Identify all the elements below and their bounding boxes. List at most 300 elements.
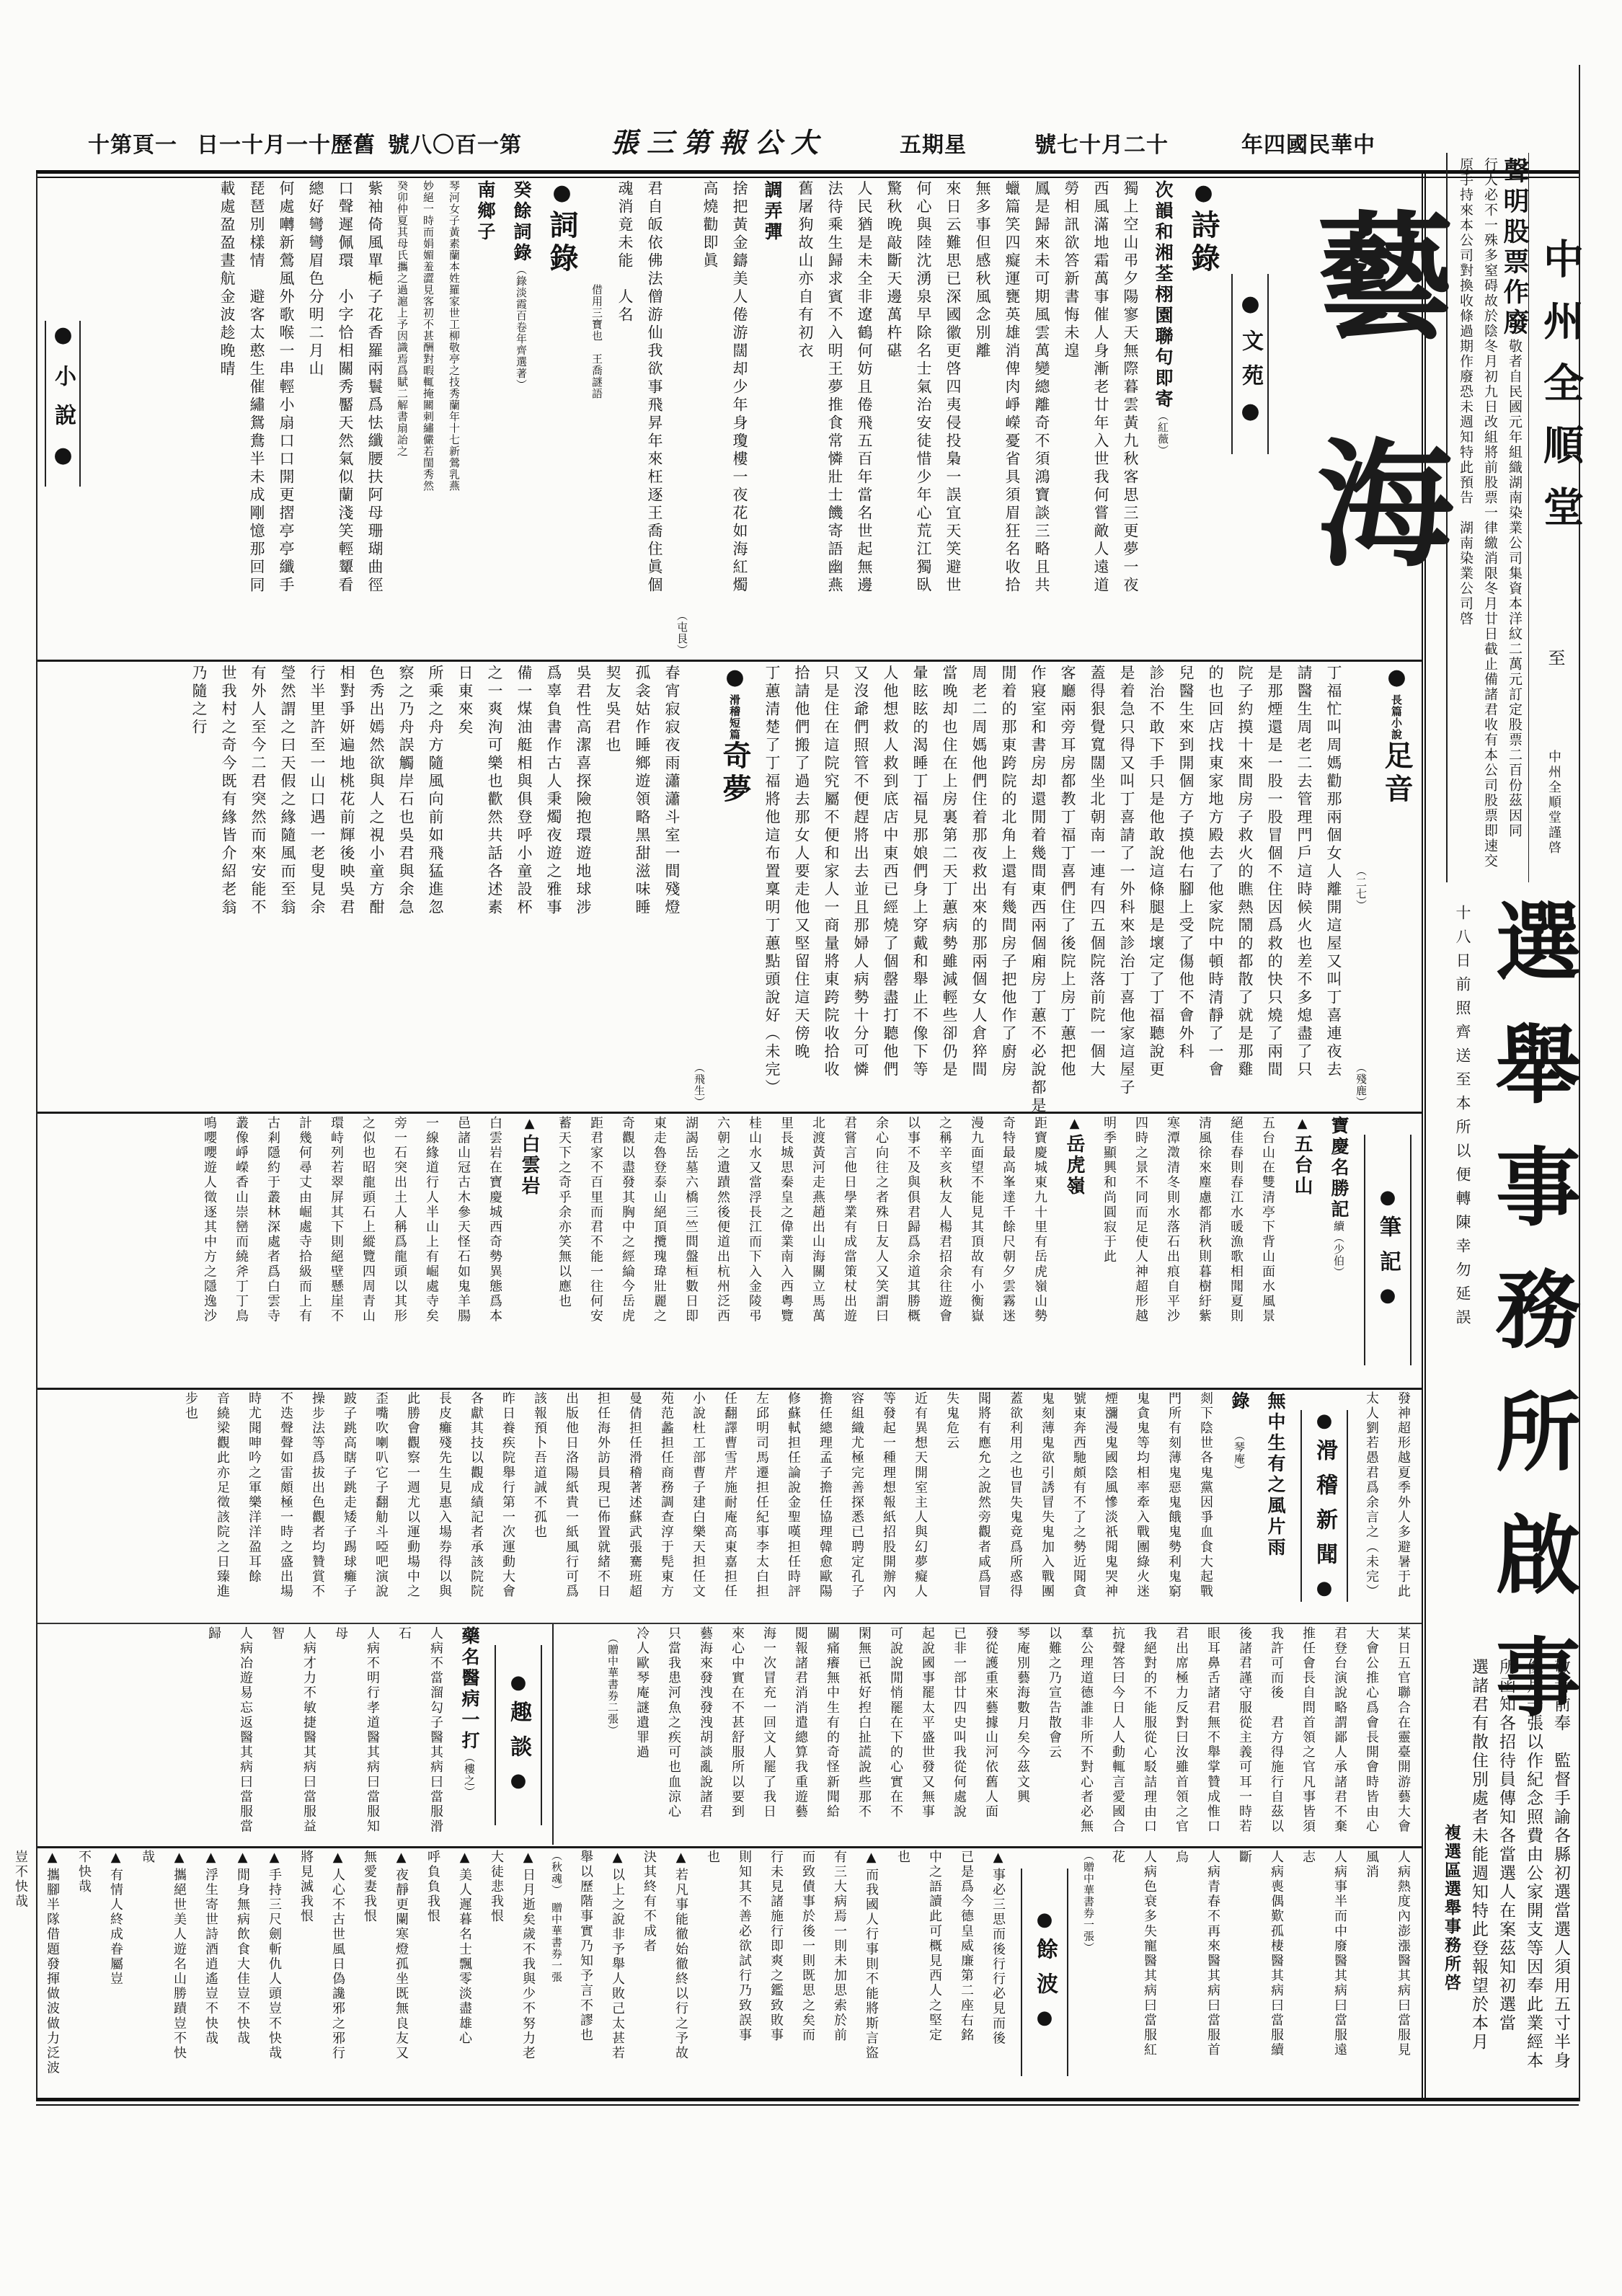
text-column: 客廳兩旁耳房都教丁福丁喜們住了後院上房丁蕙把他 <box>1059 665 1076 1079</box>
text-column: 海一次冒充一回文人罷了我日 <box>761 1626 776 1819</box>
bullet-icon: ● <box>1377 1187 1399 1215</box>
text-column: 時尤聞呻吟之軍樂洋洋盈耳餘 <box>247 1391 262 1584</box>
article-title-text: 寶慶名勝記 <box>1329 1116 1350 1220</box>
election-body-col: 所函知各招待員傳知各當選人在案茲知初選當 <box>1497 1658 1515 2033</box>
text-column: 小說杜工部曹子建白樂天担任文 <box>691 1391 706 1600</box>
text-column: 花 <box>1110 1850 1125 1865</box>
aphorism-item <box>163 1850 195 2095</box>
section-heading <box>1181 180 1226 656</box>
text-column: 我絕對的不能服從心駁詰理由口 <box>1142 1626 1157 1835</box>
text-column: 擔任總理孟子擔任協理韓愈歐陽 <box>817 1391 833 1600</box>
text-column: 的也回店找東家地方殿去了他家院中頓時清靜了一會 <box>1207 665 1224 1079</box>
text-column: 近有異想天開室主人與幻夢癡人 <box>913 1391 928 1600</box>
stock-notice-col-2: 行人必不一殊多窒碍故於陰冬月初九日改組將前股票一律繳消限冬月廿日截止備諸君收有本公司股票即速交 <box>1482 157 1498 869</box>
bullet-icon: ● <box>549 180 575 210</box>
election-notice-body <box>1442 1658 1574 2091</box>
text-column: 兒醫生來到開個方子摸他右腳上受了傷他不會外科 <box>1177 665 1195 1061</box>
byline-note: （屯艮） <box>675 610 688 656</box>
triangle-icon: ▲ <box>235 1850 250 1868</box>
text-column: 人病色衰多失寵醫其病曰當服紅 <box>1142 1850 1157 2058</box>
article-title <box>467 180 503 656</box>
text-column: 古剎隱約于叢林深處者爲白雲寺 <box>265 1116 280 1324</box>
text-column: 石 <box>396 1626 412 1641</box>
text-column: 任翻譯曹雪芹施耐庵高東嘉担任 <box>722 1391 737 1600</box>
text-column: 請醫生周老二去管理門戶這時候火也差不多熄盡了只 <box>1295 665 1313 1079</box>
text-column: 之稱辛亥秋友人楊君招余往遊會 <box>937 1116 952 1324</box>
wenyuan-label: 文苑 <box>1238 329 1263 399</box>
text-column: 有三大病焉一則未加思索於前 <box>832 1850 847 2043</box>
text-column: 閒着的那東跨院的北角上還有幾間房子把他作了廚房 <box>1000 665 1017 1079</box>
text-column: 君登台演說略謂鄙人承諸君不棄 <box>1332 1626 1347 1835</box>
text-column: 剡下陰世各鬼黨因爭血食大起戰 <box>1198 1391 1213 1600</box>
text-column: 丁福忙叫周媽勸那兩個女人離開這屋又叫丁喜連夜去 <box>1325 665 1342 1079</box>
text-column: 聞將有應允之說然旁觀者咸爲冒 <box>976 1391 991 1600</box>
triangle-icon: ▲ <box>610 1850 625 1868</box>
text-column: 里長城思秦皇之偉業南入西粵覽 <box>779 1116 794 1324</box>
text-column: 余心向往之者殊日友人又笑謂曰 <box>874 1116 889 1324</box>
aphorism-text: 攜腳半隊借題發揮做波做力泛波 <box>45 1868 60 2076</box>
text-column: 來心中實在不甚舒服所以要到 <box>730 1626 745 1819</box>
subheading-text: 白雲岩 <box>518 1134 540 1197</box>
aphorism-item <box>36 1850 68 2095</box>
text-column: 無愛妻我恨 <box>362 1850 377 1924</box>
stock-notice-text: 敬者自民國元年組織湖南染業公司集資本洋紋二萬元訂定股票二百份茲因同 <box>1507 339 1523 838</box>
article-author: （紅薇） <box>1156 410 1169 456</box>
heading-title: 詩錄 <box>1187 210 1220 276</box>
text-column: 有外人至今二君突然而來安能不 <box>249 665 267 917</box>
text-column: 苑范蠡担任商務調查淳于髡東方 <box>659 1391 674 1600</box>
text-column: 大會公推心爲會長開會時皆由心 <box>1364 1626 1379 1835</box>
text-column: 斷 <box>1237 1850 1252 1865</box>
article-title-text: 次韻和湘荃栩園聯句即寄 <box>1153 180 1174 410</box>
text-column: 蓋得狠覺寬闊坐北朝南一連有四五個院落前院一個大 <box>1089 665 1106 1079</box>
text-column: 智 <box>270 1626 285 1641</box>
text-column: 則知其不善必欲試行乃致誤事 <box>737 1850 752 2043</box>
text-column: 等發起一種理想報紙招股開辦內 <box>881 1391 896 1600</box>
text-column: 只當我患河魚之疾可也血涼心 <box>666 1626 681 1819</box>
text-column: 琵琶別樣情 避客太憨生催繡鴛鴦半未成剛憶那回同 <box>248 180 265 595</box>
text-column: 担任海外訪員現已佈置就緒不日 <box>595 1391 611 1600</box>
column-label: 滑稽新聞 <box>1312 1439 1337 1577</box>
election-body-col: 像片一張以作紀念照費由公家開支等因奉此業經本 <box>1524 1658 1543 2070</box>
text-column: 呼負負我恨 <box>425 1850 440 1924</box>
article-title <box>1321 1116 1357 1384</box>
text-column: 獨上空山弔夕陽寥天無際暮雲黃九秋客思三更夢一夜 <box>1122 180 1139 595</box>
article-title-text: 癸餘詞錄 <box>511 180 532 264</box>
text-column: 所乘之舟方隨風向前如飛猛進忽 <box>427 665 444 917</box>
article-subheading <box>510 1116 548 1384</box>
page-bottom-rule <box>36 2098 1579 2106</box>
text-column: 色秀出嫣然欲與人之視小童方酣 <box>368 665 385 917</box>
text-column: 叢像崢嶸香山崇巒而繞斧丁丁鳥 <box>234 1116 249 1324</box>
poetry-tier <box>87 180 1226 656</box>
bullet-icon: ● <box>722 665 748 694</box>
heading-title: 奇夢 <box>718 740 752 807</box>
text-column: 蓋欲利用之也冒失鬼竟爲所惑得 <box>1008 1391 1023 1600</box>
wenyuan-label-box <box>1231 274 1269 454</box>
article-author: 續（少伯） <box>1332 1220 1345 1278</box>
text-column: 修蘇軾担任論說金聖嘆担任時評 <box>786 1391 801 1600</box>
text-column: 奇特最高峯達千餘尺朝夕雲霧迷 <box>1001 1116 1016 1324</box>
text-column: 周老二周媽他們住着那夜救出來的那兩個女人倉猝間 <box>970 665 988 1079</box>
triangle-icon: ▲ <box>394 1850 409 1868</box>
text-column: 門所有刻薄鬼惡鬼餓鬼勢利鬼窮 <box>1166 1391 1182 1600</box>
article-title <box>1145 180 1181 656</box>
text-column: 桂山水又當浮長江而下入金陵弔 <box>747 1116 762 1324</box>
text-column: 明季顯興和尚圓寂于此 <box>1102 1116 1117 1264</box>
column-label: 筆記 <box>1375 1215 1401 1285</box>
text-column: 母 <box>333 1626 348 1641</box>
triangle-icon: ▲ <box>172 1850 187 1868</box>
text-column: 驚秋晚敲斷天邊萬杵碪 <box>885 180 903 360</box>
text-column: 某日五官聯合在靈臺開游藝大會 <box>1396 1626 1411 1835</box>
column-label-box <box>1300 1410 1348 1606</box>
text-column: 距寶慶城東九十里有岳虎嶺山勢 <box>1032 1116 1047 1324</box>
section-heading <box>712 665 757 1108</box>
text-column: 法待乘生歸求賓不入明王夢推食常憐壯士饑寄語幽燕 <box>826 180 843 595</box>
aphorism-text: 人心不古世風日偽讒邪之邪行 <box>330 1868 345 2061</box>
text-column: 眼耳鼻舌諸君無不舉掌贊成惟口 <box>1205 1626 1220 1835</box>
bullet-icon: ● <box>508 1770 529 1799</box>
header-date-western: 十二月十七號 <box>1034 133 1169 158</box>
aphorism-item <box>195 1850 226 2095</box>
text-column: 之似也昭龍頭石上縱覽四周青山 <box>360 1116 376 1324</box>
text-column: 東走魯登泰山絕頂攬瑰瑋壯麗之 <box>652 1116 667 1324</box>
novel-label: 小說 <box>50 365 76 443</box>
header-date-roc: 中華民國四年 <box>1241 133 1375 158</box>
text-column: 容組織尤極完善探悉已聘定孔子 <box>849 1391 864 1600</box>
text-column: 距君家不百里而君不能一往何安 <box>588 1116 603 1324</box>
article-author: （樓之） <box>463 1752 476 1798</box>
text-column: 計幾何尋丈由崛處寺拾級而上有 <box>297 1116 312 1324</box>
article-title-text: 南鄉子 <box>475 180 496 243</box>
triangle-icon: ▲ <box>991 1850 1006 1868</box>
text-column: 烏 <box>1174 1850 1189 1865</box>
aphorism-item <box>258 1850 290 2095</box>
text-column: 歪嘴吹喇叭它子翻觔斗啞吧演說 <box>373 1391 389 1600</box>
text-column: 不快哉 <box>76 1850 92 1894</box>
text-column: 左邱明司馬遷担任紀事李太白担 <box>754 1391 769 1600</box>
byline-note: 癸卯仲夏其母氏攜之過滬上予因識焉爲賦二解書扇詒之 <box>396 180 409 457</box>
triangle-icon: ▲ <box>522 1116 537 1134</box>
band-rule-1 <box>37 660 1422 662</box>
text-column: 行未見諸施行即爽之鑑致敗事 <box>768 1850 784 2043</box>
bullet-icon: ● <box>1034 1909 1055 1938</box>
aphorism-item <box>601 1850 633 2095</box>
text-column: 紫袖倚風單梔子花香羅兩鬟爲怯纖腰扶阿母珊瑚曲徑 <box>366 180 384 595</box>
text-column: 抗聲答曰今日人人動輒言愛國合 <box>1110 1626 1125 1835</box>
triangle-icon: ▲ <box>108 1850 123 1868</box>
page-left-border <box>36 173 37 2101</box>
aphorism-text: 夜靜更闌寒燈孤坐既無良友又 <box>394 1868 409 2061</box>
aphorism-text: 有情人終成眷屬豈 <box>108 1868 123 1987</box>
column-label-box <box>1364 1135 1412 1365</box>
text-column: 孤衾姑作睡鄉遊領略黑甜滋味睡 <box>634 665 651 917</box>
text-column: 舊屠狗故山亦自有初衣 <box>797 180 814 360</box>
aphorism-item <box>226 1850 258 2095</box>
text-column: 何處囀新鶯風外歌喉一串輕小扇口口開更摺亭亭纖手 <box>278 180 295 595</box>
stock-notice-col-3: 原手持來本公司對換收條過期作廢恐未週知特此預告 湖南染業公司啓 <box>1458 157 1473 626</box>
text-column: 失鬼危云 <box>944 1391 960 1451</box>
text-column: 而致債事於後一則既思之矣而 <box>800 1850 815 2043</box>
aphorism-item <box>99 1850 131 2095</box>
text-column: 蠟篇笑四癡運甕英雄消俾肉崢嶸憂省具須眉狂名收拾 <box>1003 180 1021 595</box>
text-column: 起說國事罷太平盛世發又無事 <box>920 1626 935 1819</box>
column-label: 趣談 <box>506 1701 531 1770</box>
aphorism-text: 浮生寄世詩酒逍遙豈不快哉 <box>203 1868 218 2047</box>
text-column: 將見滅我恨 <box>298 1850 314 1924</box>
triangle-icon: ▲ <box>1295 1116 1310 1134</box>
bullet-icon: ● <box>1238 399 1263 437</box>
aftermath-tier <box>13 1850 1419 2095</box>
heading-category: 滑稽短篇 <box>728 694 741 740</box>
text-column: 志 <box>1300 1850 1316 1865</box>
text-column: 乃隨之行 <box>190 665 208 737</box>
text-column: 鳳是歸來未可期風雲萬變總離奇不須鴻寶談三略且共 <box>1033 180 1050 595</box>
text-column: 昨日養疾院舉行第一次運動大會 <box>500 1391 515 1600</box>
text-column: 閱報諸君消消遣總算我重遊藝 <box>793 1626 808 1819</box>
text-column: 步也 <box>183 1391 198 1422</box>
band-rule-3 <box>37 1388 1422 1390</box>
text-column: 備一煤油艇相與俱登呼小童設杯 <box>515 665 533 917</box>
aphorism-text: 攜絕世美人遊名山勝蹟豈不快 <box>172 1868 187 2061</box>
aphorism-text: 若凡事能徹始徹終以行之予故 <box>673 1868 688 2061</box>
text-column: 五台山在雙清亭下背山面水風景 <box>1260 1116 1275 1324</box>
aphorism-item <box>448 1850 480 2095</box>
header-paper-name: 大公報第三張 <box>611 126 828 159</box>
section-heading <box>539 180 584 656</box>
text-column: 捨把黃金鑄美人倦游闊却少年身瓊樓一夜花如海紅燭 <box>731 180 748 595</box>
bullet-icon: ● <box>1313 1410 1335 1439</box>
text-column: 邑諸山冠古木參天怪石如鬼羊腸 <box>456 1116 471 1324</box>
bullet-icon: ● <box>1313 1577 1335 1606</box>
column-label-box <box>1021 1869 1068 2076</box>
triangle-icon: ▲ <box>1067 1116 1082 1134</box>
bullet-icon: ● <box>1238 291 1263 329</box>
text-column: 琴庵別藝海數月矣今茲文興 <box>1015 1626 1030 1805</box>
text-column: 已是爲今德皇威廉第二座右銘 <box>959 1850 974 2043</box>
election-notice-title: 選舉事務所啟事 <box>1481 897 1582 1755</box>
article-title-text: 藥名醫病一打 <box>459 1626 480 1752</box>
text-column: 勞相訊欲答新書悔未遑 <box>1063 180 1080 360</box>
aphorism-item <box>512 1850 544 2095</box>
heading-title: 足音 <box>1380 740 1414 807</box>
text-column: 爲辜負書作古人秉燭夜遊之雅事 <box>545 665 562 917</box>
text-column: 吳君性高潔喜探險抱環遊地球涉 <box>575 665 592 917</box>
aphorism-item <box>665 1850 696 2095</box>
bullet-icon: ● <box>50 322 76 365</box>
aphorism-text: 事必三思而後行行必見而後 <box>991 1868 1006 2047</box>
text-column: 何心與陸沈湧泉早除名士氣治安徒惜少年心荒江獨臥 <box>915 180 932 595</box>
text-column: 無多事但感秋風念別離 <box>974 180 991 360</box>
article-title <box>1257 1391 1293 1621</box>
text-column: 羣公理道德誰非所不對心者必無 <box>1078 1626 1094 1835</box>
text-column: 關痛癢無中生有的奇怪新聞給 <box>825 1626 840 1819</box>
heading-category: 長篇小說 <box>1390 694 1403 740</box>
masthead-rule <box>36 170 1579 178</box>
text-column: 不迭聲聲如雷頗極一時之盛出場 <box>278 1391 293 1600</box>
stock-notice-title: 聲明股票作廢 <box>1499 157 1530 339</box>
subheading-text: 岳虎嶺 <box>1063 1134 1085 1197</box>
aphorism-item <box>855 1850 887 2095</box>
section-heading <box>1374 665 1419 1108</box>
text-column: 院子約摸十來間房子救火的瞧熱鬧的都散了就是那雞 <box>1236 665 1254 1079</box>
text-column: 當晚却也住在上房裏第二天丁蕙病勢雖減輕些卻仍是 <box>941 665 958 1079</box>
text-column: 人病熱度內澎漲醫其病曰當服見 <box>1396 1850 1411 2058</box>
text-column: 鬼刻薄鬼欲引誘冒失鬼加入戰團 <box>1040 1391 1055 1600</box>
text-column: 世我村之奇今既有緣皆介紹老翁 <box>220 665 237 917</box>
text-column: 瑩然謂之曰天假之緣隨風而至翁 <box>279 665 296 917</box>
text-column: 決其終有不成者 <box>642 1850 657 1954</box>
zhongzhou-mark: 至 <box>1545 649 1565 666</box>
aphorism-text: 美人遲暮名士飄零淡盡雄心 <box>457 1868 472 2047</box>
text-column: 曼倩担任滑稽著述蘇武張騫班超 <box>627 1391 642 1600</box>
text-column: 丁蕙清楚了丁福將他這布置稟明丁蕙點頭說好（未完） <box>763 665 781 1097</box>
byline-note: 妙絕一時而娟媚羞澀見客初不甚酬對暇輒掩關刺繡儼若閨秀然 <box>422 180 435 492</box>
text-column: 是着急只得又叫丁喜請了一外科來診治丁喜他家這屋子 <box>1118 665 1135 1097</box>
text-column: 拾請他們搬了過去那女人要走他又堅留住這天傍晚 <box>793 665 810 1061</box>
text-column: 總好彎彎眉色分明二月山 <box>307 180 324 378</box>
election-body-col: 選諸君有散住別處者未能週知特此登報望於本月 <box>1469 1658 1488 2052</box>
jokes-tier <box>42 1626 549 1844</box>
text-column: 北渡黃河走燕趙出山海關立馬萬 <box>810 1116 825 1324</box>
article-subheading <box>1055 1116 1093 1384</box>
section-title-yi: 藝 <box>1294 205 1455 342</box>
triangle-icon: ▲ <box>673 1850 688 1868</box>
text-column: 漫九面望不能見其頂故有小衡嶽 <box>969 1116 984 1324</box>
byline-note: 借用三寶也 王喬謎語 <box>590 180 603 399</box>
text-column: 只是住在這院究屬不便和家人一商量將東跨院收拾收 <box>823 665 840 1079</box>
article-title <box>1221 1391 1257 1621</box>
text-column: 君嘗言他日學業有成當策杖出遊 <box>842 1116 857 1324</box>
text-column: 也 <box>705 1850 720 1865</box>
text-column: 高燒勸即眞 <box>701 180 719 270</box>
text-column: 環峙列若翠屏其下則絕壁懸崖不 <box>329 1116 344 1324</box>
text-column: 以難之乃宣告散會云 <box>1047 1626 1062 1760</box>
bullet-icon: ● <box>1034 2007 1055 2036</box>
text-column: 後諸君謹守服從主義可耳一時若 <box>1237 1626 1252 1835</box>
bullet-icon: ● <box>508 1672 529 1701</box>
text-column: 載處盈盈晝航金波趁晚晴 <box>218 180 236 378</box>
article-title <box>754 180 790 656</box>
notes-tier <box>42 1116 1419 1384</box>
header-page-number: 一頁第十 <box>88 133 177 158</box>
humor-news-continued-tier <box>557 1626 1419 1844</box>
text-column: 人病喪偶歎孤棲醫其病曰當服續 <box>1269 1850 1284 2058</box>
text-column: 來日云難思已深國徽更啓四夷侵投梟一誤宜天笑避世 <box>944 180 962 595</box>
election-signature: 複選區選舉事務所啓 <box>1442 1824 1461 1993</box>
text-column: 該報預卜吾道誠不孤也 <box>532 1391 547 1540</box>
text-column: 可說說閒悄罷在下的心實在不 <box>888 1626 903 1819</box>
text-column: 號東奔西馳頗有不了之勢近聞貪 <box>1071 1391 1086 1600</box>
text-column: 察之乃舟誤觸岸石也吳君與余急 <box>397 665 415 917</box>
text-column: 豈不快哉 <box>13 1850 28 1910</box>
text-column: 暈眩眩的渴睡丁福見那娘們身上穿戴和舉止不像下等 <box>911 665 929 1079</box>
text-column: 奇觀以盡發其胸中之經綸今岳虎 <box>620 1116 635 1324</box>
triangle-icon: ▲ <box>45 1850 60 1868</box>
triangle-icon: ▲ <box>267 1850 282 1868</box>
article-title <box>503 180 539 656</box>
text-column: 操步法等爲拔出色觀者均贊賞不 <box>310 1391 325 1600</box>
byline-note: （二七） （殘鹿） <box>1355 865 1368 1108</box>
column-label: 餘波 <box>1032 1938 1058 2007</box>
aphorism-text: 日月逝矣歲不我與少不努力老 <box>520 1868 536 2061</box>
text-column: 西風滿地霜萬事催人身漸老廿年入世我何嘗敵人遠道 <box>1092 180 1109 595</box>
text-column: 風消 <box>1364 1850 1379 1880</box>
aphorism-item <box>385 1850 417 2095</box>
text-column: 湖謁岳墓六橋三竺間盤桓數日即 <box>683 1116 699 1324</box>
text-column: 出版他日洛陽紙貴一紙風行可爲 <box>564 1391 579 1600</box>
triangle-icon: ▲ <box>457 1850 472 1868</box>
text-column: 君出席極力反對曰汝雖首領之官 <box>1174 1626 1189 1835</box>
aphorism-text: 以上之說非予舉人敗己太甚若 <box>610 1868 625 2061</box>
text-column: 音繞梁觀此亦足徵該院之日臻進 <box>215 1391 230 1600</box>
quip-divider <box>552 1624 554 1845</box>
text-column: 人民猶是未全非遼鶴何妨且倦飛五百年當名世起無邊 <box>856 180 873 595</box>
aphorism-text: 閒身無病飲食大佳豈不快哉 <box>235 1868 250 2047</box>
text-column: 是那煙還是一股一股冒個不住因爲救的快只燒了兩間 <box>1266 665 1283 1079</box>
text-column: 冷人歐琴庵謎遺罪過 <box>634 1626 650 1760</box>
text-column: 春宵寂寂夜雨瀟瀟斗室一間殘燈 <box>663 665 681 917</box>
fiction-tier <box>42 665 1419 1115</box>
text-column: 作寢室和書房却還閒着幾間東西兩個廂房丁蕙不必說都是 <box>1029 665 1047 1115</box>
text-column: 絕佳春則春江水暖漁歌相聞夏則 <box>1228 1116 1244 1324</box>
text-column: 舉以歷階事實乃知予言不謬也 <box>578 1850 593 2043</box>
bullet-icon: ● <box>50 443 76 485</box>
aphorism-text: 手持三尺劍斬仇人頭豈不快哉 <box>267 1868 282 2061</box>
text-column: 也 <box>895 1850 910 1865</box>
text-column: 一線緣道行人半山上有崛處寺矣 <box>424 1116 439 1324</box>
text-column: 旁一石突出土人稱爲龍頭以其形 <box>392 1116 407 1324</box>
stock-notice-col-1 <box>1499 157 1530 878</box>
triangle-icon: ▲ <box>203 1850 218 1868</box>
text-column: 寒潭澂清冬則水落石出痕自平沙 <box>1165 1116 1180 1324</box>
text-column: 長皮癱殘先生見惠入場券得以與 <box>437 1391 452 1600</box>
byline-note: 琴河女子黃素蘭本姓羅家世工柳敬亭之技秀蘭年十七新鶯乳燕 <box>448 180 461 492</box>
text-column: 人病不當溜勾子醫其病曰當服滑 <box>428 1626 443 1835</box>
triangle-icon: ▲ <box>520 1850 536 1868</box>
text-column: 此勝會觀察一週尤以運動場中之 <box>405 1391 420 1600</box>
text-column: 六朝之遺蹟然後便道出杭州泛西 <box>715 1116 730 1324</box>
text-column: 蓄天下之奇乎余亦笑無以應也 <box>557 1116 572 1309</box>
byline-note: （飛生） <box>693 1062 706 1108</box>
text-column: 相對爭妍遍地桃花前輝後映吳君 <box>338 665 355 917</box>
text-column: 發從護重來藝據山河依舊人面 <box>983 1626 998 1819</box>
text-column: 日東來矣 <box>456 665 474 737</box>
text-column: 發神超形越夏季外人多避暑于此 <box>1396 1391 1411 1600</box>
text-column: 藝海來發洩發洩胡談亂說諸君 <box>698 1626 713 1819</box>
heading-title: 詞錄 <box>545 210 579 276</box>
text-column: 白雲岩在寶慶城西奇勢異態爲本 <box>487 1116 502 1324</box>
text-column: 煙瀰漫鬼國陰風慘淡祇聞鬼哭神 <box>1103 1391 1118 1600</box>
text-column: 歸 <box>206 1626 221 1641</box>
text-column: 我許可而後 君方得施行自茲以 <box>1269 1626 1284 1835</box>
text-column: 推任會長自問首領之官凡事皆須 <box>1300 1626 1316 1835</box>
text-column: 閑無已祇好揑白扯謊說些那不 <box>856 1626 872 1819</box>
text-column: 診治不敢下手只是他敢說這條腿是壞定了丁福聽說更 <box>1148 665 1165 1079</box>
band-rule-4 <box>37 1623 1422 1624</box>
election-body-col: 敬者前奉 監督手諭各縣初選當選人須用五寸半身 <box>1551 1658 1570 2070</box>
text-column: 人病不明行孝道醫其病曰當服知 <box>365 1626 380 1835</box>
text-column: 又沒爺們照管不便趕將出去並且那婦人病勢十分可憐 <box>852 665 869 1079</box>
header-issue-number: 第一百〇八號 <box>388 133 522 158</box>
text-column: 君自皈依佛法僧游仙我欲事飛昇年來枉逐王喬住眞個 <box>646 180 663 595</box>
text-column: 行半里許至一山口遇一老叟見余 <box>309 665 326 917</box>
text-column: 太人劉若愚君爲余言之（未完） <box>1364 1391 1379 1600</box>
bullet-icon: ● <box>1384 665 1409 694</box>
text-column: 鳴嚶嚶遊人徵逐其中方之隱逸沙 <box>202 1116 217 1324</box>
text-column: 契友吳君也 <box>604 665 621 755</box>
